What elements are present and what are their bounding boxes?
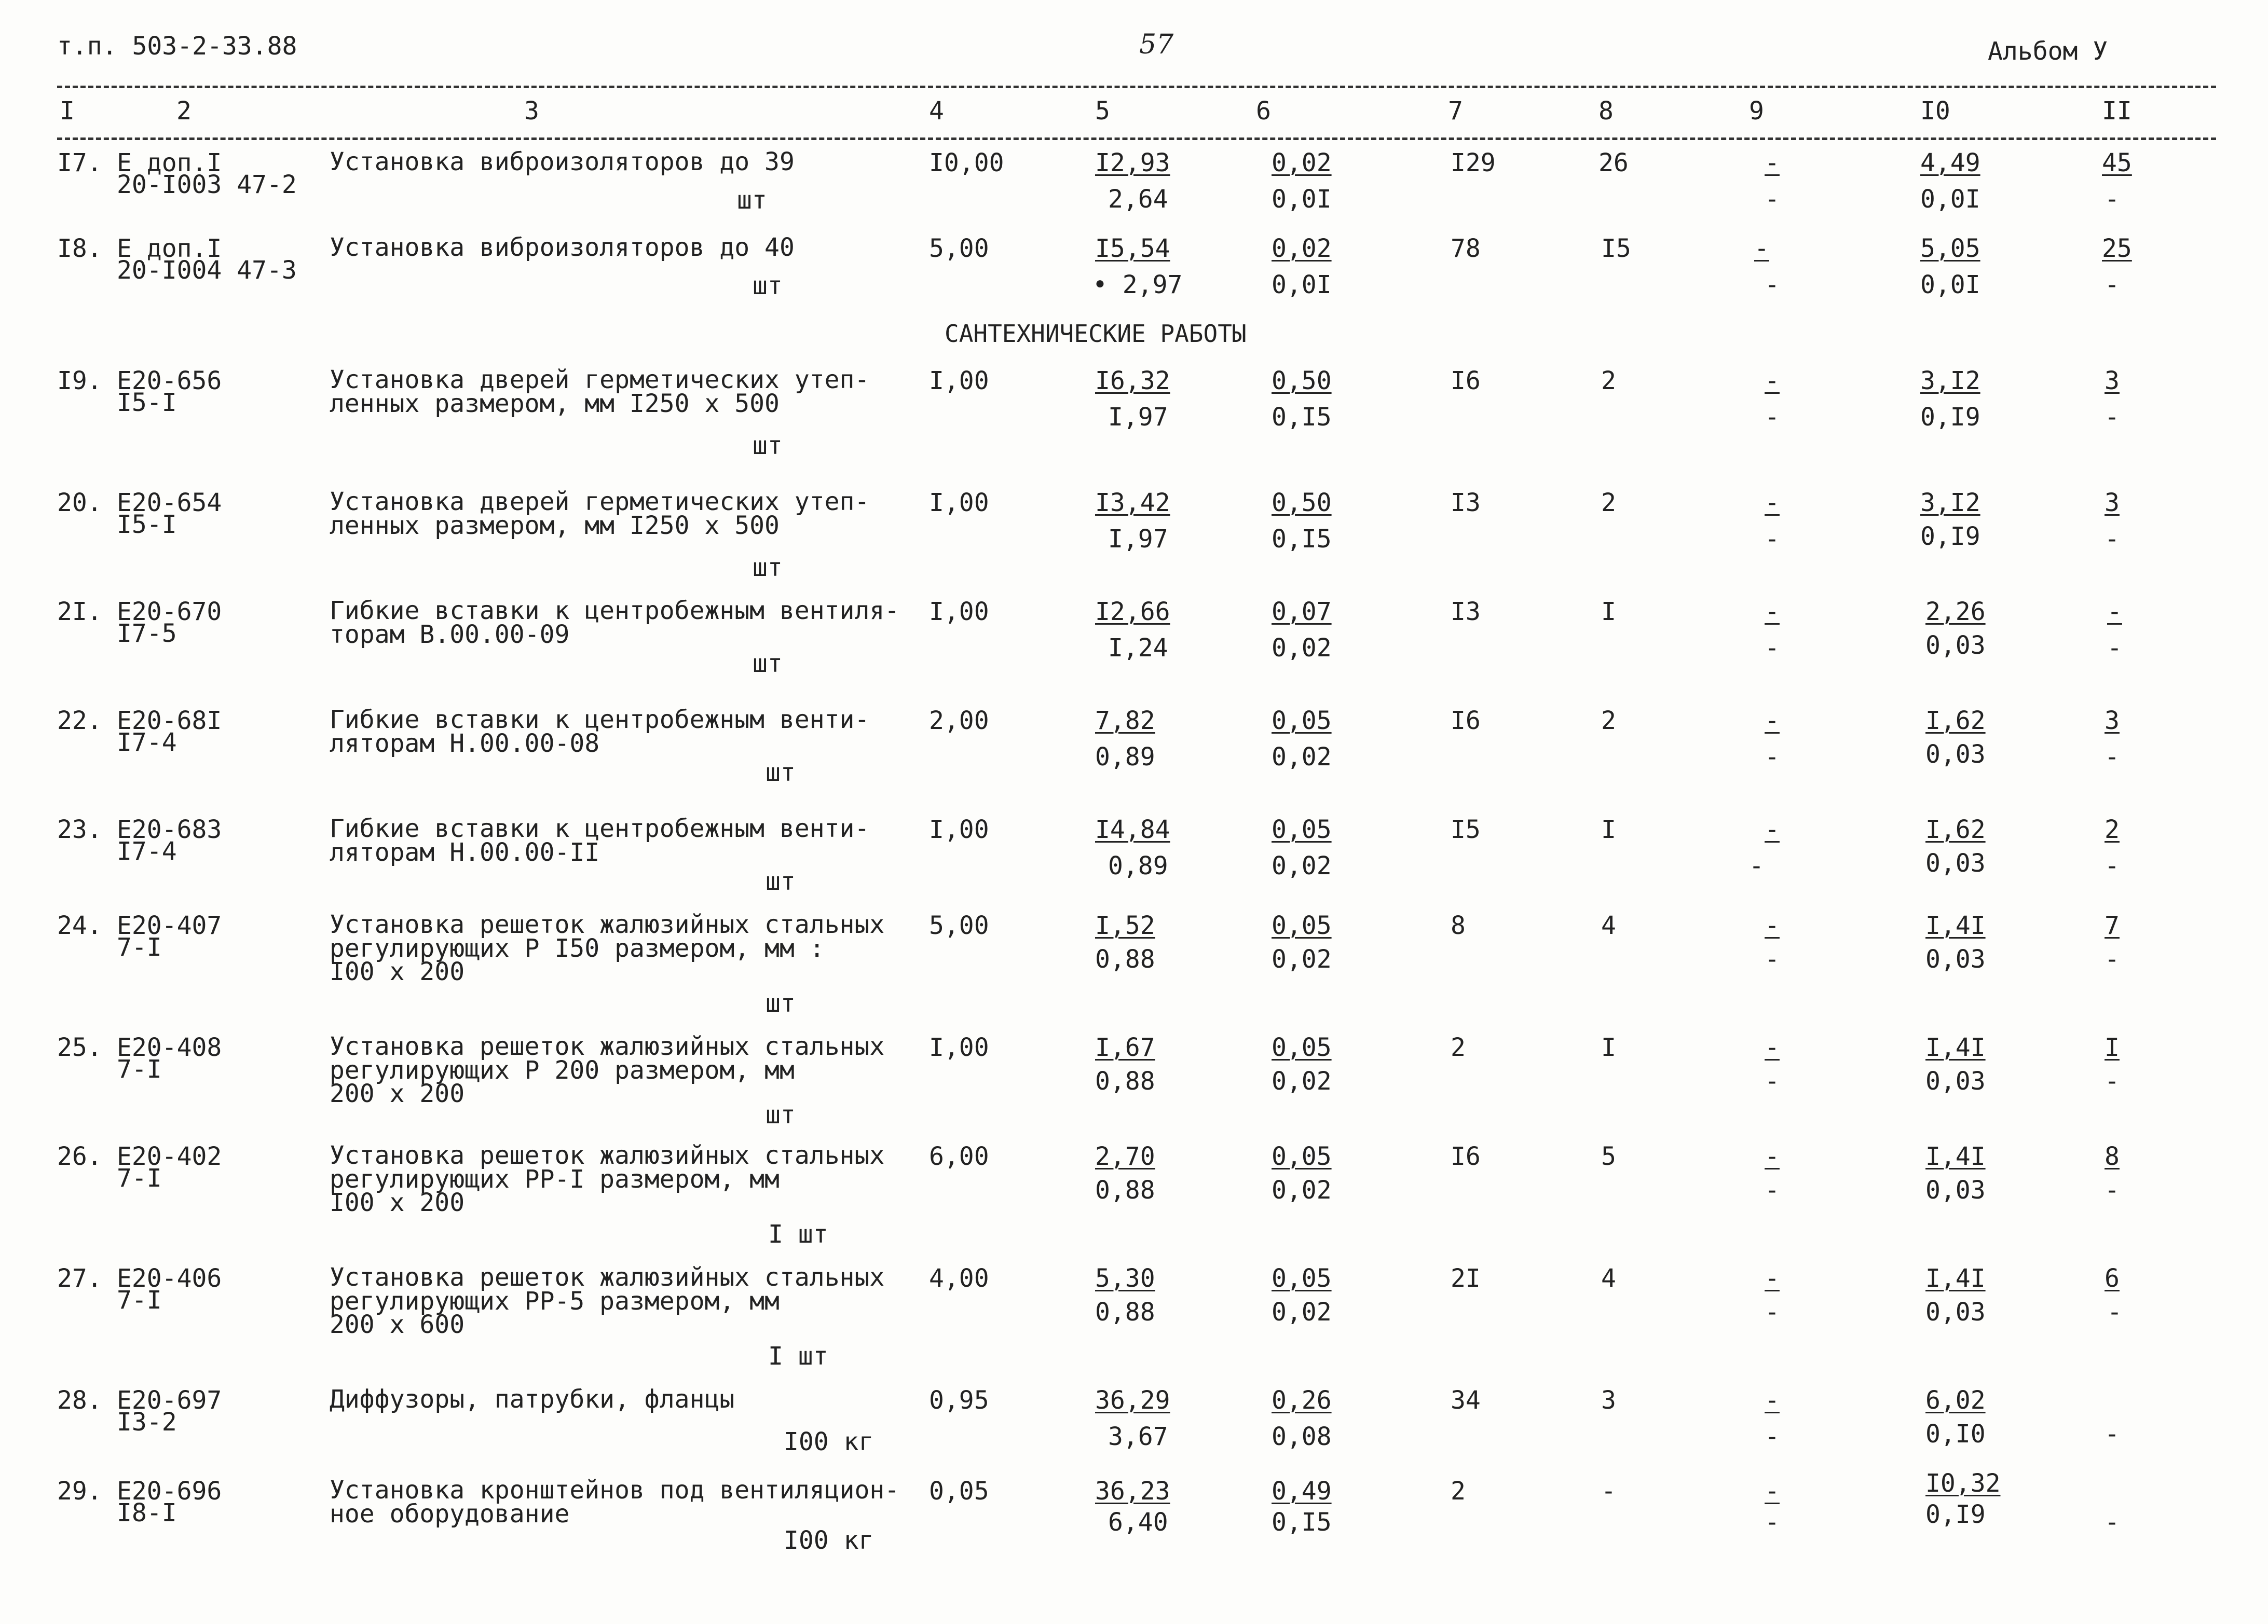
rate-code: Е20-408 bbox=[117, 1033, 222, 1062]
col10-top: I,62 bbox=[1925, 815, 1986, 844]
rate-subcode: I7-4 bbox=[117, 728, 177, 757]
col8: 26 bbox=[1598, 148, 1629, 177]
col7: 2I bbox=[1451, 1264, 1481, 1293]
rate-code: Е доп.I bbox=[117, 234, 222, 263]
col5-top: I5,54 bbox=[1095, 234, 1170, 263]
col9-bottom: - bbox=[1765, 742, 1780, 772]
table-row bbox=[0, 814, 2268, 921]
col5-bottom: 0,89 bbox=[1108, 851, 1168, 880]
col5-top: I6,32 bbox=[1095, 366, 1170, 395]
row-number: I8. bbox=[57, 234, 102, 263]
col-header-3: 3 bbox=[524, 97, 539, 126]
col-header-11: II bbox=[2102, 97, 2132, 126]
col7: 2 bbox=[1451, 1033, 1466, 1062]
col9-bottom: - bbox=[1765, 1176, 1780, 1205]
rate-code: Е20-683 bbox=[117, 815, 222, 844]
row-number: 25. bbox=[57, 1033, 102, 1062]
col5-bottom: I,24 bbox=[1108, 634, 1168, 663]
unit: шт bbox=[753, 649, 783, 678]
col10-top: 3,I2 bbox=[1920, 488, 1980, 517]
col10-bottom: 0,0I bbox=[1920, 185, 1980, 214]
doc-id: т.п. 503-2-33.88 bbox=[57, 32, 297, 61]
col5-top: I2,93 bbox=[1095, 148, 1170, 177]
col7: I29 bbox=[1451, 148, 1496, 177]
col5-bottom: 3,67 bbox=[1108, 1422, 1168, 1451]
col10-top: I,4I bbox=[1925, 1264, 1986, 1293]
col9-bottom: - bbox=[1765, 1067, 1780, 1096]
row-number: 24. bbox=[57, 911, 102, 940]
table-row bbox=[0, 1141, 2268, 1249]
col9-top: - bbox=[1765, 597, 1780, 626]
col9-bottom: - bbox=[1765, 270, 1780, 299]
col10-top: 6,02 bbox=[1925, 1386, 1986, 1415]
col6-top: 0,05 bbox=[1272, 1033, 1332, 1062]
col-header-6: 6 bbox=[1256, 97, 1271, 126]
col9-top: - bbox=[1765, 488, 1780, 517]
col6-top: 0,05 bbox=[1272, 706, 1332, 735]
rate-subcode: 7-I bbox=[117, 1286, 162, 1315]
col5-top: 7,82 bbox=[1095, 706, 1155, 735]
rate-code: Е20-402 bbox=[117, 1142, 222, 1171]
col11-bottom: - bbox=[2107, 1298, 2122, 1327]
rate-subcode: 7-I bbox=[117, 1164, 162, 1193]
table-row bbox=[0, 705, 2268, 812]
col11-top: 3 bbox=[2105, 706, 2120, 735]
col5-bottom: 0,88 bbox=[1095, 1067, 1155, 1096]
quantity: 0,95 bbox=[929, 1386, 989, 1415]
table-row bbox=[0, 1469, 2268, 1582]
quantity: I,00 bbox=[929, 815, 989, 844]
col-header-9: 9 bbox=[1749, 97, 1764, 126]
col9-top: - bbox=[1765, 148, 1780, 177]
row-number: 2I. bbox=[57, 597, 102, 626]
col6-bottom: 0,I5 bbox=[1272, 1508, 1332, 1537]
col5-bottom: 0,89 bbox=[1095, 742, 1155, 772]
rate-subcode: 7-I bbox=[117, 1055, 162, 1084]
rate-subcode: 7-I bbox=[117, 933, 162, 962]
rate-code: Е доп.I bbox=[117, 148, 222, 177]
col10-bottom: 0,I9 bbox=[1920, 522, 1980, 551]
col6-top: 0,02 bbox=[1272, 234, 1332, 263]
col-header-10: I0 bbox=[1920, 97, 1950, 126]
col7: 78 bbox=[1451, 234, 1481, 263]
col11-bottom: - bbox=[2105, 945, 2120, 974]
col-header-1: I bbox=[60, 97, 75, 126]
col5-bottom: I,97 bbox=[1108, 403, 1168, 432]
quantity: 5,00 bbox=[929, 911, 989, 940]
work-description: Установка дверей герметических утеп- ленных размером, мм I250 х 500 bbox=[330, 365, 870, 418]
col11-top: 25 bbox=[2102, 234, 2132, 263]
album-label: Альбом У bbox=[1988, 37, 2108, 66]
col11-top: 3 bbox=[2105, 366, 2120, 395]
col5-bottom: • 2,97 bbox=[1092, 270, 1183, 299]
rate-subcode: 20-I003 47-2 bbox=[117, 170, 297, 199]
col6-top: 0,50 bbox=[1272, 366, 1332, 395]
unit: шт bbox=[753, 553, 783, 582]
quantity: I,00 bbox=[929, 597, 989, 626]
col10-top: 3,I2 bbox=[1920, 366, 1980, 395]
col5-bottom: 2,64 bbox=[1108, 185, 1168, 214]
table-row bbox=[0, 487, 2268, 594]
rate-subcode: 20-I004 47-3 bbox=[117, 256, 297, 285]
rate-code: Е20-406 bbox=[117, 1264, 222, 1293]
col10-bottom: 0,03 bbox=[1925, 849, 1986, 878]
col10-top: I,4I bbox=[1925, 1142, 1986, 1171]
col9-top: - bbox=[1765, 366, 1780, 395]
col6-bottom: 0,02 bbox=[1272, 1176, 1332, 1205]
col-header-5: 5 bbox=[1095, 97, 1110, 126]
unit: I00 кг bbox=[784, 1427, 874, 1456]
row-number: 28. bbox=[57, 1386, 102, 1415]
rate-subcode: I8-I bbox=[117, 1498, 177, 1527]
col9-top: - bbox=[1765, 1386, 1780, 1415]
rate-code: Е20-696 bbox=[117, 1477, 222, 1506]
col11-top: 6 bbox=[2105, 1264, 2120, 1293]
row-number: 27. bbox=[57, 1264, 102, 1293]
col11-top: 8 bbox=[2105, 1142, 2120, 1171]
row-number: I9. bbox=[57, 366, 102, 395]
col5-top: 2,70 bbox=[1095, 1142, 1155, 1171]
col7: I5 bbox=[1451, 815, 1481, 844]
rate-subcode: I7-5 bbox=[117, 619, 177, 648]
col11-bottom: - bbox=[2107, 634, 2122, 663]
table-row bbox=[0, 365, 2268, 472]
col11-top: I bbox=[2105, 1033, 2120, 1062]
col8: 3 bbox=[1601, 1386, 1616, 1415]
rate-subcode: I7-4 bbox=[117, 837, 177, 866]
col5-top: I,67 bbox=[1095, 1033, 1155, 1062]
row-number: 20. bbox=[57, 488, 102, 517]
work-description: Гибкие вставки к центробежным венти- ляторам Н.00.00-II bbox=[330, 814, 870, 867]
col5-top: I3,42 bbox=[1095, 488, 1170, 517]
col10-bottom: 0,03 bbox=[1925, 740, 1986, 769]
col9-bottom: - bbox=[1765, 634, 1780, 663]
unit: I шт bbox=[768, 1342, 828, 1371]
col11-top: - bbox=[2107, 597, 2122, 626]
col11-bottom: - bbox=[2105, 185, 2120, 214]
col7: I6 bbox=[1451, 706, 1481, 735]
work-description: Установка решеток жалюзийных стальных регулирующих РР-I размером, мм I00 х 200 bbox=[330, 1141, 885, 1218]
quantity: 2,00 bbox=[929, 706, 989, 735]
col5-bottom: 0,88 bbox=[1095, 1298, 1155, 1327]
col8: 4 bbox=[1601, 911, 1616, 940]
header-rule-bottom bbox=[57, 137, 2216, 140]
col11-bottom: - bbox=[2105, 1176, 2120, 1205]
col9-top: - bbox=[1754, 234, 1769, 263]
col5-top: I,52 bbox=[1095, 911, 1155, 940]
unit: шт bbox=[753, 431, 783, 460]
rate-subcode: I5-I bbox=[117, 510, 177, 539]
col10-bottom: 0,03 bbox=[1925, 1067, 1986, 1096]
col11-top: 7 bbox=[2105, 911, 2120, 940]
col10-bottom: 0,I9 bbox=[1920, 403, 1980, 432]
col9-bottom: - bbox=[1765, 1508, 1780, 1537]
col11-bottom: - bbox=[2105, 851, 2120, 880]
col10-top: I,4I bbox=[1925, 1033, 1986, 1062]
rate-code: Е20-68I bbox=[117, 706, 222, 735]
col11-bottom: - bbox=[2105, 403, 2120, 432]
unit: шт bbox=[753, 271, 783, 300]
col6-top: 0,50 bbox=[1272, 488, 1332, 517]
col11-bottom: - bbox=[2105, 1420, 2120, 1449]
col8: 5 bbox=[1601, 1142, 1616, 1171]
header-rule-top bbox=[57, 86, 2216, 88]
col7: I3 bbox=[1451, 488, 1481, 517]
col9-bottom: - bbox=[1749, 851, 1764, 880]
col11-bottom: - bbox=[2105, 742, 2120, 772]
col-header-4: 4 bbox=[929, 97, 944, 126]
quantity: I,00 bbox=[929, 366, 989, 395]
table-row bbox=[0, 910, 2268, 1018]
rate-code: Е20-697 bbox=[117, 1386, 222, 1415]
col6-top: 0,05 bbox=[1272, 1142, 1332, 1171]
rate-subcode: I5-I bbox=[117, 388, 177, 417]
col11-top: 2 bbox=[2105, 815, 2120, 844]
col10-bottom: 0,I9 bbox=[1925, 1500, 1986, 1529]
col6-top: 0,05 bbox=[1272, 911, 1332, 940]
work-description: Установка решеток жалюзийных стальных регулирующих Р I50 размером, мм : I00 х 200 bbox=[330, 910, 885, 987]
table-row bbox=[0, 1263, 2268, 1371]
col5-top: I2,66 bbox=[1095, 597, 1170, 626]
col10-bottom: 0,0I bbox=[1920, 270, 1980, 299]
col8: I bbox=[1601, 597, 1616, 626]
col9-bottom: - bbox=[1765, 945, 1780, 974]
col8: I bbox=[1601, 1033, 1616, 1062]
section-title: САНТЕХНИЧЕСКИЕ РАБОТЫ bbox=[945, 320, 1247, 348]
col8: 2 bbox=[1601, 488, 1616, 517]
col11-bottom: - bbox=[2105, 1067, 2120, 1096]
work-description: Установка решеток жалюзийных стальных регулирующих РР-5 размером, мм 200 х 600 bbox=[330, 1263, 885, 1340]
col9-top: - bbox=[1765, 911, 1780, 940]
col9-bottom: - bbox=[1765, 525, 1780, 554]
col-header-2: 2 bbox=[176, 97, 192, 126]
col10-bottom: 0,03 bbox=[1925, 945, 1986, 974]
unit: шт bbox=[737, 186, 767, 215]
unit: I00 кг bbox=[784, 1526, 874, 1555]
quantity: I0,00 bbox=[929, 148, 1004, 177]
col5-bottom: 0,88 bbox=[1095, 945, 1155, 974]
col6-bottom: 0,02 bbox=[1272, 1067, 1332, 1096]
col6-bottom: 0,02 bbox=[1272, 634, 1332, 663]
col9-top: - bbox=[1765, 1142, 1780, 1171]
col5-top: 5,30 bbox=[1095, 1264, 1155, 1293]
row-number: 23. bbox=[57, 815, 102, 844]
quantity: 4,00 bbox=[929, 1264, 989, 1293]
col9-top: - bbox=[1765, 706, 1780, 735]
rate-code: Е20-670 bbox=[117, 597, 222, 626]
unit: шт bbox=[766, 867, 796, 896]
col6-top: 0,26 bbox=[1272, 1386, 1332, 1415]
quantity: I,00 bbox=[929, 488, 989, 517]
col8: - bbox=[1601, 1477, 1616, 1506]
rate-code: Е20-656 bbox=[117, 366, 222, 395]
col10-bottom: 0,03 bbox=[1925, 1176, 1986, 1205]
col7: I6 bbox=[1451, 366, 1481, 395]
col10-top: I0,32 bbox=[1925, 1469, 2001, 1498]
col10-top: 2,26 bbox=[1925, 597, 1986, 626]
col11-top: 45 bbox=[2102, 148, 2132, 177]
row-number: 26. bbox=[57, 1142, 102, 1171]
col6-top: 0,05 bbox=[1272, 815, 1332, 844]
col9-bottom: - bbox=[1765, 1422, 1780, 1451]
rate-subcode: I3-2 bbox=[117, 1408, 177, 1437]
col7: 8 bbox=[1451, 911, 1466, 940]
col7: 2 bbox=[1451, 1477, 1466, 1506]
col8: 2 bbox=[1601, 366, 1616, 395]
quantity: 6,00 bbox=[929, 1142, 989, 1171]
col5-top: 36,29 bbox=[1095, 1386, 1170, 1415]
page-number: 57 bbox=[1139, 29, 1174, 60]
unit: шт bbox=[766, 1100, 796, 1130]
col5-bottom: I,97 bbox=[1108, 525, 1168, 554]
col11-bottom: - bbox=[2105, 525, 2120, 554]
col6-bottom: 0,02 bbox=[1272, 1298, 1332, 1327]
unit: шт bbox=[766, 758, 796, 787]
col6-bottom: 0,I5 bbox=[1272, 403, 1332, 432]
work-description: Гибкие вставки к центробежным венти- ляторам Н.00.00-08 bbox=[330, 705, 870, 758]
table-row bbox=[0, 233, 2268, 340]
col6-bottom: 0,08 bbox=[1272, 1422, 1332, 1451]
col5-top: I4,84 bbox=[1095, 815, 1170, 844]
col5-top: 36,23 bbox=[1095, 1477, 1170, 1506]
col7: I3 bbox=[1451, 597, 1481, 626]
col9-bottom: - bbox=[1765, 1298, 1780, 1327]
work-description: Установка виброизоляторов до 39 bbox=[330, 147, 795, 176]
col10-top: I,62 bbox=[1925, 706, 1986, 735]
col7: 34 bbox=[1451, 1386, 1481, 1415]
col6-top: 0,49 bbox=[1272, 1477, 1332, 1506]
row-number: 29. bbox=[57, 1477, 102, 1506]
row-number: 22. bbox=[57, 706, 102, 735]
col5-bottom: 0,88 bbox=[1095, 1176, 1155, 1205]
col9-top: - bbox=[1765, 815, 1780, 844]
col-header-7: 7 bbox=[1448, 97, 1463, 126]
col5-bottom: 6,40 bbox=[1108, 1508, 1168, 1537]
col10-top: 4,49 bbox=[1920, 148, 1980, 177]
rate-code: Е20-407 bbox=[117, 911, 222, 940]
col6-bottom: 0,02 bbox=[1272, 851, 1332, 880]
col7: I6 bbox=[1451, 1142, 1481, 1171]
col11-top: 3 bbox=[2105, 488, 2120, 517]
col11-bottom: - bbox=[2105, 1508, 2120, 1537]
unit: I шт bbox=[768, 1220, 828, 1249]
work-description: Установка кронштейнов под вентиляцион- ное оборудование bbox=[330, 1476, 900, 1529]
col9-top: - bbox=[1765, 1264, 1780, 1293]
col6-bottom: 0,0I bbox=[1272, 270, 1332, 299]
col6-bottom: 0,0I bbox=[1272, 185, 1332, 214]
col6-top: 0,07 bbox=[1272, 597, 1332, 626]
col10-bottom: 0,03 bbox=[1925, 1298, 1986, 1327]
col6-top: 0,05 bbox=[1272, 1264, 1332, 1293]
col8: 4 bbox=[1601, 1264, 1616, 1293]
col10-top: I,4I bbox=[1925, 911, 1986, 940]
quantity: 0,05 bbox=[929, 1477, 989, 1506]
quantity: I,00 bbox=[929, 1033, 989, 1062]
col6-bottom: 0,I5 bbox=[1272, 525, 1332, 554]
col9-bottom: - bbox=[1765, 403, 1780, 432]
col8: I bbox=[1601, 815, 1616, 844]
col11-bottom: - bbox=[2105, 270, 2120, 299]
col9-top: - bbox=[1765, 1477, 1780, 1506]
unit: шт bbox=[766, 989, 796, 1018]
work-description: Установка дверей герметических утеп- ленных размером, мм I250 х 500 bbox=[330, 487, 870, 540]
table-row bbox=[0, 1032, 2268, 1139]
col10-bottom: 0,03 bbox=[1925, 631, 1986, 660]
table-row bbox=[0, 596, 2268, 703]
col10-top: 5,05 bbox=[1920, 234, 1980, 263]
col9-top: - bbox=[1765, 1033, 1780, 1062]
work-description: Гибкие вставки к центробежным вентиля- торам В.00.00-09 bbox=[330, 596, 900, 649]
col-header-8: 8 bbox=[1598, 97, 1614, 126]
col8: I5 bbox=[1601, 234, 1631, 263]
col9-bottom: - bbox=[1765, 185, 1780, 214]
col8: 2 bbox=[1601, 706, 1616, 735]
col6-bottom: 0,02 bbox=[1272, 742, 1332, 772]
row-number: I7. bbox=[57, 148, 102, 177]
work-description: Установка виброизоляторов до 40 bbox=[330, 233, 795, 262]
work-description: Установка решеток жалюзийных стальных регулирующих Р 200 размером, мм 200 х 200 bbox=[330, 1032, 885, 1109]
col10-bottom: 0,I0 bbox=[1925, 1420, 1986, 1449]
rate-code: Е20-654 bbox=[117, 488, 222, 517]
quantity: 5,00 bbox=[929, 234, 989, 263]
work-description: Диффузоры, патрубки, фланцы bbox=[330, 1385, 735, 1414]
col6-top: 0,02 bbox=[1272, 148, 1332, 177]
col6-bottom: 0,02 bbox=[1272, 945, 1332, 974]
